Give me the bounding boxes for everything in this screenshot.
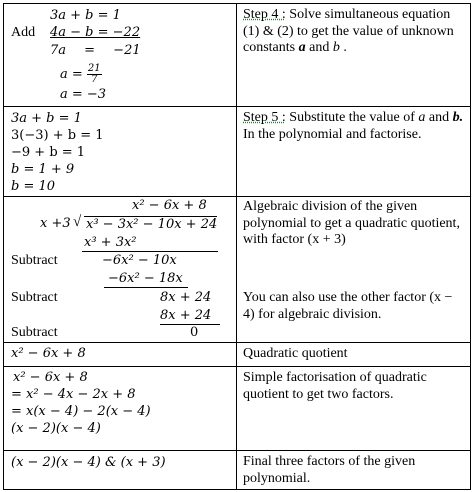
subtract-label: Subtract xyxy=(11,253,58,268)
division-remainder: −6x² − 10x xyxy=(102,253,177,268)
alternate-factor-note: You can also use the other factor (x − 4) for algebraic division. xyxy=(243,290,453,322)
explanation-cell xyxy=(237,343,471,367)
equation-5: a = −3 xyxy=(60,87,107,102)
explanation-cell xyxy=(237,4,471,107)
division-bracket-icon: √ xyxy=(73,214,82,230)
fraction xyxy=(87,64,102,85)
work-line: = x(x − 4) − 2(x − 4) xyxy=(11,404,151,419)
step-label: Step 5 : xyxy=(243,110,286,125)
work-line: b = 10 xyxy=(11,179,56,194)
steps-table xyxy=(3,3,471,490)
step-5-text: Step 5 : Substitute the value of a and b. In the polynomial and factorise. xyxy=(243,110,464,142)
explanation-cell xyxy=(237,107,471,197)
equation-4 xyxy=(60,64,102,85)
solution-sheet xyxy=(3,3,468,489)
work-line: 3a + b = 1 xyxy=(11,111,82,126)
division-quotient: x² − 6x + 8 xyxy=(132,198,207,213)
explanation-cell xyxy=(237,367,471,451)
division-rule xyxy=(104,287,188,288)
division-remainder: 0 xyxy=(190,325,199,340)
add-label: Add xyxy=(11,25,36,40)
work-cell xyxy=(4,4,237,107)
table-row xyxy=(4,107,471,197)
work-line: x² − 6x + 8 xyxy=(13,370,88,385)
division-rule xyxy=(82,251,218,252)
equation-1: 3a + b = 1 xyxy=(50,8,121,23)
division-step: 8x + 24 xyxy=(160,308,212,323)
division-remainder: 8x + 24 xyxy=(160,290,212,305)
work-line: = x² − 4x − 2x + 8 xyxy=(11,387,136,402)
work-line: 3(−3) + b = 1 xyxy=(11,128,104,143)
work-line: −9 + b = 1 xyxy=(11,145,86,160)
division-divisor: x +3 xyxy=(40,216,71,231)
table-row xyxy=(4,197,471,343)
quadratic-quotient: x² − 6x + 8 xyxy=(11,346,86,361)
work-line: (x − 2)(x − 4) xyxy=(11,421,101,436)
table-row xyxy=(4,4,471,107)
work-cell xyxy=(4,107,237,197)
fraction-denominator: 7 xyxy=(91,74,98,85)
work-line: b = 1 + 9 xyxy=(11,162,75,177)
division-dividend: x³ − 3x² − 10x + 24 xyxy=(86,217,218,232)
work-cell xyxy=(4,343,237,367)
equation-4-lhs: a = xyxy=(60,67,83,82)
work-cell xyxy=(4,451,237,490)
table-row xyxy=(4,343,471,367)
equation-3: 7a = −21 xyxy=(50,43,141,58)
division-step: x³ + 3x² xyxy=(84,235,137,250)
work-cell xyxy=(4,197,237,343)
subtract-label: Subtract xyxy=(11,290,58,305)
subtract-label: Subtract xyxy=(11,325,58,340)
equation-2: 4a − b = −22 xyxy=(50,25,141,40)
division-explanation: Algebraic division of the given polynomial to get a quadratic quotient, with factor (x + 3) xyxy=(243,199,460,247)
fraction-numerator: 21 xyxy=(87,63,101,74)
quotient-label: Quadratic quotient xyxy=(243,346,348,361)
final-factors-label: Final three factors of the given polynomial. xyxy=(243,454,416,486)
explanation-cell xyxy=(237,197,471,343)
explanation-cell xyxy=(237,451,471,490)
final-factors: (x − 2)(x − 4) & (x + 3) xyxy=(11,455,166,470)
step-4-text: Step 4 : Solve simultaneous equation (1) & (2) to get the value of unknown constants a and b . xyxy=(243,7,454,55)
long-division xyxy=(4,197,236,342)
factorisation-explanation: Simple factorisation of quadratic quotient to get two factors. xyxy=(243,370,427,402)
division-step: −6x² − 18x xyxy=(108,271,183,286)
table-row xyxy=(4,451,471,490)
step-label: Step 4 : xyxy=(243,7,286,22)
work-cell xyxy=(4,367,237,451)
table-row xyxy=(4,367,471,451)
